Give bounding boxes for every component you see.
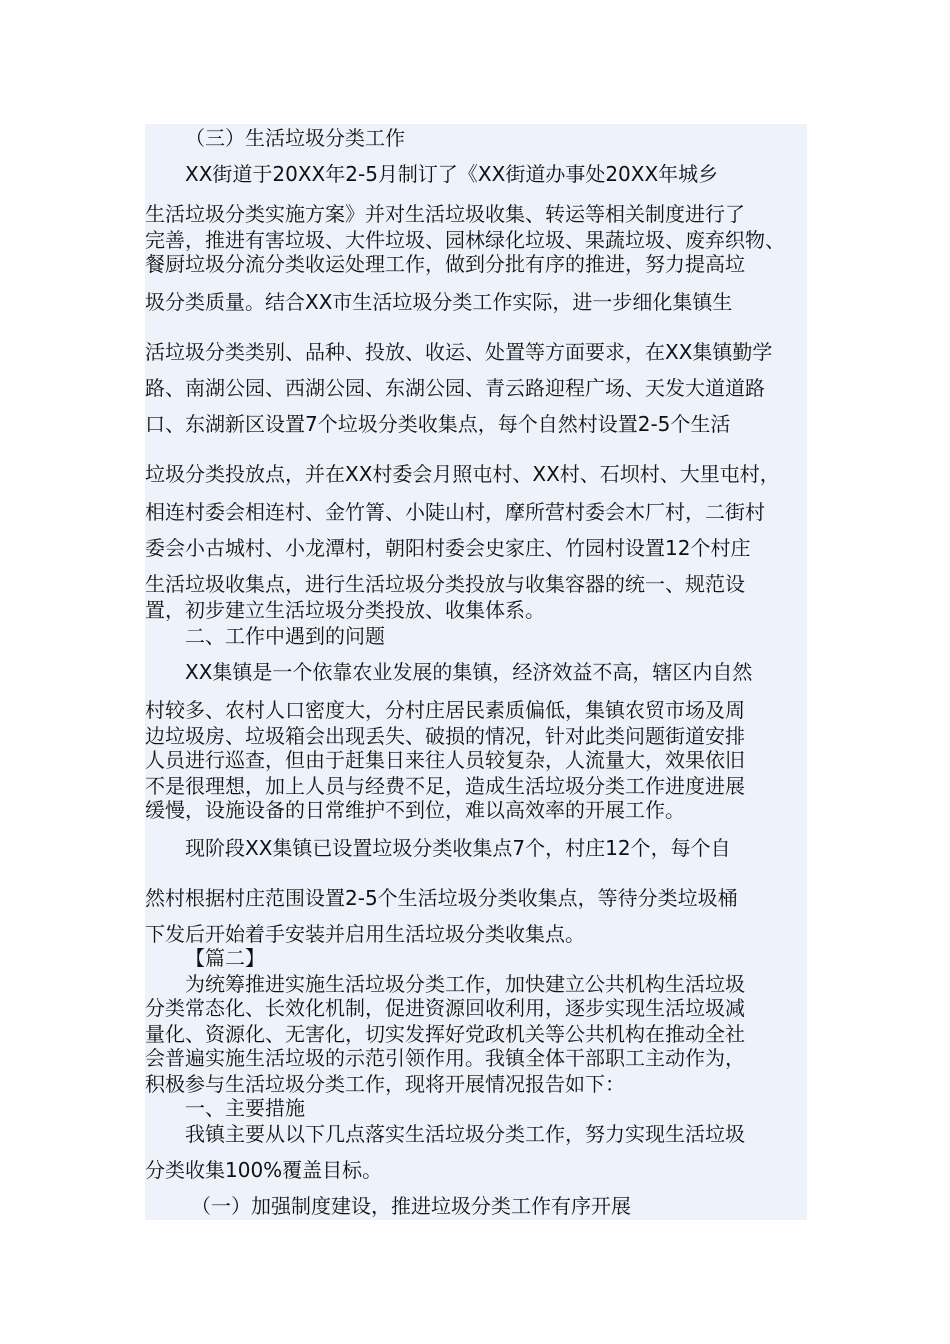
paragraph-line: 相连村委会相连村、金竹箐、小陡山村，摩所营村委会木厂村，二街村 — [145, 500, 765, 524]
section-heading: 【篇二】 — [185, 946, 265, 970]
paragraph-line: 分类收集100%覆盖目标。 — [145, 1158, 383, 1182]
paragraph-line: XX集镇是一个依靠农业发展的集镇，经济效益不高，辖区内自然 — [185, 660, 753, 684]
paragraph-line: 分类常态化、长效化机制，促进资源回收利用，逐步实现生活垃圾减 — [145, 996, 745, 1020]
paragraph-line: 置，初步建立生活垃圾分类投放、收集体系。 — [145, 598, 545, 622]
section-heading: （一）加强制度建设，推进垃圾分类工作有序开展 — [191, 1194, 631, 1218]
paragraph-line: 缓慢，设施设备的日常维护不到位，难以高效率的开展工作。 — [145, 798, 685, 822]
paragraph-line: 活垃圾分类类别、品种、投放、收运、处置等方面要求，在XX集镇勤学 — [145, 340, 773, 364]
paragraph-line: 生活垃圾分类实施方案》并对生活垃圾收集、转运等相关制度进行了 — [145, 202, 745, 226]
paragraph-line: 路、南湖公园、西湖公园、东湖公园、青云路迎程广场、天发大道道路 — [145, 376, 765, 400]
paragraph-line: 委会小古城村、小龙潭村，朝阳村委会史家庄、竹园村设置12个村庄 — [145, 536, 751, 560]
paragraph-line: 下发后开始着手安装并启用生活垃圾分类收集点。 — [145, 922, 585, 946]
paragraph-line: 生活垃圾收集点，进行生活垃圾分类投放与收集容器的统一、规范设 — [145, 572, 745, 596]
section-heading: （三）生活垃圾分类工作 — [185, 126, 405, 150]
paragraph-line: 为统筹推进实施生活垃圾分类工作，加快建立公共机构生活垃圾 — [185, 972, 745, 996]
paragraph-line: 量化、资源化、无害化，切实发挥好党政机关等公共机构在推动全社 — [145, 1022, 745, 1046]
paragraph-line: 圾分类质量。结合XX市生活垃圾分类工作实际，进一步细化集镇生 — [145, 290, 733, 314]
paragraph-line: 人员进行巡查，但由于赶集日来往人员较复杂，人流量大，效果依旧 — [145, 748, 745, 772]
paragraph-line: 积极参与生活垃圾分类工作，现将开展情况报告如下： — [145, 1072, 625, 1096]
paragraph-line: 然村根据村庄范围设置2-5个生活垃圾分类收集点，等待分类垃圾桶 — [145, 886, 738, 910]
document-page — [145, 124, 807, 1220]
paragraph-line: XX街道于20XX年2-5月制订了《XX街道办事处20XX年城乡 — [185, 162, 719, 186]
paragraph-line: 村较多、农村人口密度大，分村庄居民素质偏低，集镇农贸市场及周 — [145, 698, 745, 722]
paragraph-line: 餐厨垃圾分流分类收运处理工作，做到分批有序的推进，努力提高垃 — [145, 252, 745, 276]
paragraph-line: 不是很理想，加上人员与经费不足，造成生活垃圾分类工作进度进展 — [145, 774, 745, 798]
paragraph-line: 完善，推进有害垃圾、大件垃圾、园林绿化垃圾、果蔬垃圾、废弃织物、 — [145, 228, 785, 252]
paragraph-line: 会普遍实施生活垃圾的示范引领作用。我镇全体干部职工主动作为， — [145, 1046, 745, 1070]
section-heading: 一、主要措施 — [185, 1096, 305, 1120]
section-heading: 二、工作中遇到的问题 — [185, 624, 385, 648]
paragraph-line: 边垃圾房、垃圾箱会出现丢失、破损的情况，针对此类问题街道安排 — [145, 724, 745, 748]
paragraph-line: 现阶段XX集镇已设置垃圾分类收集点7个，村庄12个，每个自 — [185, 836, 731, 860]
paragraph-line: 垃圾分类投放点，并在XX村委会月照屯村、XX村、石坝村、大里屯村， — [145, 462, 780, 486]
paragraph-line: 口、东湖新区设置7个垃圾分类收集点，每个自然村设置2-5个生活 — [145, 412, 731, 436]
paragraph-line: 我镇主要从以下几点落实生活垃圾分类工作，努力实现生活垃圾 — [185, 1122, 745, 1146]
